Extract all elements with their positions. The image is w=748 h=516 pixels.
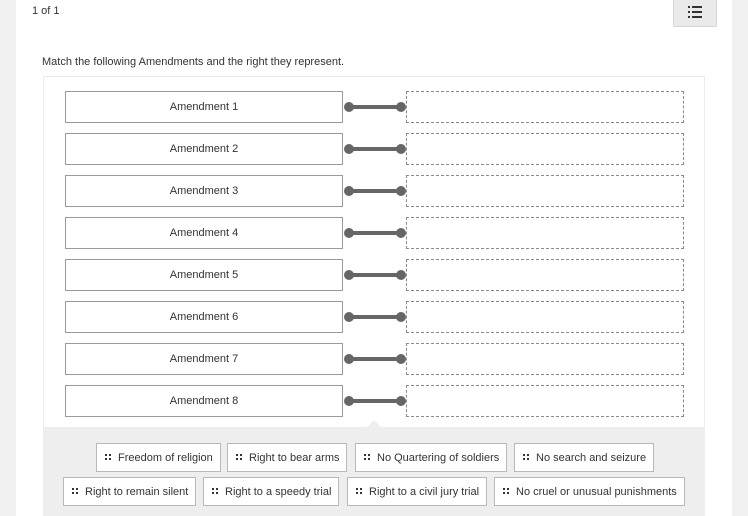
- drop-target[interactable]: [406, 259, 684, 291]
- connector: [344, 396, 406, 406]
- match-row: [44, 385, 706, 417]
- list-icon: [687, 5, 703, 19]
- question-counter: 1 of 1: [32, 5, 60, 17]
- connector: [344, 354, 406, 364]
- match-row: [44, 301, 706, 333]
- connector: [344, 312, 406, 322]
- drag-handle-icon: [356, 488, 363, 495]
- source-item: Amendment 2: [65, 133, 343, 165]
- drop-target[interactable]: [406, 301, 684, 333]
- source-item: Amendment 1: [65, 91, 343, 123]
- choice-label: No search and seizure: [536, 451, 647, 464]
- choice-label: Right to a civil jury trial: [369, 485, 480, 498]
- match-row: [44, 175, 706, 207]
- choice-chip[interactable]: [203, 477, 339, 506]
- connector: [344, 102, 406, 112]
- question-list-button[interactable]: [673, 0, 717, 27]
- match-area: [43, 76, 705, 428]
- source-item: Amendment 6: [65, 301, 343, 333]
- match-row: [44, 133, 706, 165]
- choice-chip[interactable]: [96, 443, 221, 472]
- source-item: Amendment 4: [65, 217, 343, 249]
- drag-handle-icon: [105, 454, 112, 461]
- choice-label: Right to remain silent: [85, 485, 189, 498]
- choice-chip[interactable]: [514, 443, 654, 472]
- drop-target[interactable]: [406, 385, 684, 417]
- source-item: Amendment 7: [65, 343, 343, 375]
- connector: [344, 144, 406, 154]
- drag-handle-icon: [503, 488, 510, 495]
- drag-handle-icon: [364, 454, 371, 461]
- match-row: [44, 259, 706, 291]
- drag-handle-icon: [212, 488, 219, 495]
- connector: [344, 228, 406, 238]
- drop-target[interactable]: [406, 133, 684, 165]
- connector: [344, 270, 406, 280]
- drag-handle-icon: [523, 454, 530, 461]
- drop-target[interactable]: [406, 91, 684, 123]
- drop-target[interactable]: [406, 175, 684, 207]
- choice-label: Right to bear arms: [249, 451, 340, 464]
- source-item: Amendment 5: [65, 259, 343, 291]
- choice-chip[interactable]: [355, 443, 507, 472]
- source-item: Amendment 8: [65, 385, 343, 417]
- choice-chip[interactable]: [347, 477, 487, 506]
- drag-handle-icon: [72, 488, 79, 495]
- match-row: [44, 217, 706, 249]
- choice-chip[interactable]: [63, 477, 196, 506]
- drag-handle-icon: [236, 454, 243, 461]
- connector: [344, 186, 406, 196]
- source-item: Amendment 3: [65, 175, 343, 207]
- choice-tray: [43, 428, 705, 516]
- choice-chip[interactable]: [227, 443, 347, 472]
- choice-label: No Quartering of soldiers: [377, 451, 500, 464]
- choice-label: No cruel or unusual punishments: [516, 485, 677, 498]
- drop-target[interactable]: [406, 343, 684, 375]
- drop-target[interactable]: [406, 217, 684, 249]
- choice-label: Right to a speedy trial: [225, 485, 332, 498]
- choice-chip[interactable]: [494, 477, 685, 506]
- match-row: [44, 91, 706, 123]
- question-prompt: Match the following Amendments and the right they represent.: [42, 56, 345, 68]
- choice-label: Freedom of religion: [118, 451, 213, 464]
- tray-caret: [366, 420, 382, 428]
- match-row: [44, 343, 706, 375]
